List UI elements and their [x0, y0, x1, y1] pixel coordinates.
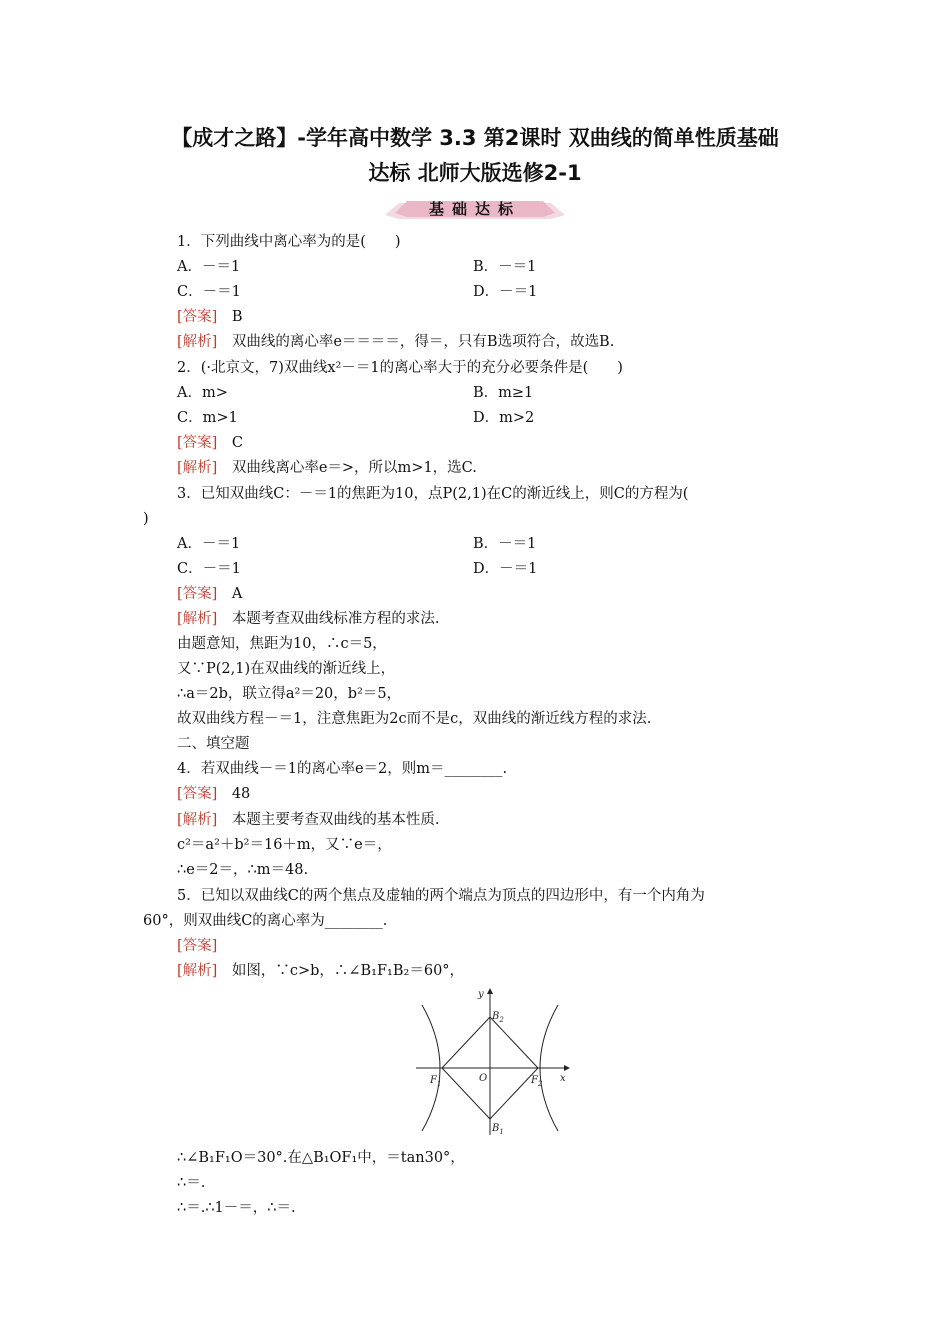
label-f2 — [530, 1075, 543, 1088]
label-f1-sub: 1 — [436, 1080, 442, 1088]
label-f2-sub: 2 — [537, 1080, 543, 1088]
q2-stem: 2．(·北京文，7)双曲线x²－＝1的离心率大于的充分必要条件是( ) — [177, 360, 623, 376]
section-banner-title: 基础达标 — [428, 200, 521, 218]
q5-solution-line: ∴∠B₁F₁O＝30°.在△B₁OF₁中，＝tan30°， — [177, 1150, 465, 1166]
q3-option-b: B．－＝1 — [473, 536, 537, 552]
page-title-line1: 【成才之路】-学年高中数学 3.3 第2课时 双曲线的简单性质基础 — [171, 126, 779, 150]
q5-solution-line: ∴＝. — [177, 1175, 206, 1191]
label-b2-main: B — [492, 1011, 500, 1022]
label-b1-sub: 1 — [499, 1128, 504, 1136]
q4-answer: 48 — [217, 786, 251, 802]
q2-option-b: B．m≥1 — [473, 385, 534, 401]
answer-tag: [答案] — [177, 938, 218, 954]
q3-answer: A — [217, 586, 243, 602]
q2-option-a: A．m> — [177, 385, 228, 401]
q2-option-c: C．m>1 — [177, 410, 238, 426]
answer-tag: [答案] — [177, 309, 218, 325]
answer-tag: [答案] — [177, 786, 218, 802]
q3-option-d: D．－＝1 — [473, 561, 538, 577]
q1-stem: 1．下列曲线中离心率为的是( ) — [177, 234, 401, 250]
label-x: x — [560, 1073, 566, 1084]
q3-option-a: A．－＝1 — [177, 536, 241, 552]
label-b2 — [491, 1011, 504, 1024]
q3-analysis-row — [177, 609, 439, 629]
q4-analysis-row — [177, 810, 439, 830]
section-heading-fill-blank: 二、填空题 — [177, 736, 250, 752]
q1-option-a: A．－＝1 — [177, 259, 241, 275]
label-b1-main: B — [492, 1123, 500, 1134]
q2-answer-row — [177, 433, 243, 453]
q4-solution-line: c²＝a²＋b²＝16＋m，又∵e＝， — [177, 837, 392, 853]
analysis-tag: [解析] — [177, 334, 218, 350]
page-title-line2: 达标 北师大版选修2-1 — [368, 161, 582, 185]
q3-analysis: 本题考查双曲线标准方程的求法. — [217, 611, 440, 627]
q4-stem: 4．若双曲线－＝1的离心率e＝2，则m＝________. — [177, 761, 508, 777]
label-y: y — [478, 989, 484, 1000]
label-b1 — [491, 1123, 504, 1136]
q1-option-d: D．－＝1 — [473, 284, 538, 300]
label-origin: O — [479, 1073, 488, 1084]
y-axis-arrow — [487, 988, 493, 994]
q2-answer: C — [217, 435, 243, 451]
answer-tag: [答案] — [177, 435, 218, 451]
hyperbola-diagram — [412, 985, 572, 1137]
q4-answer-row — [177, 784, 250, 804]
q1-option-b: B．－＝1 — [473, 259, 537, 275]
q5-analysis: 如图，∵c>b，∴∠B₁F₁B₂＝60°， — [217, 963, 465, 979]
q2-option-d: D．m>2 — [473, 410, 535, 426]
q3-solution-line: 由题意知，焦距为10，∴c＝5， — [177, 636, 387, 652]
q2-analysis: 双曲线离心率e＝>，所以m>1，选C. — [217, 460, 477, 476]
q5-solution-line: ∴＝.∴1－＝，∴＝. — [177, 1200, 296, 1216]
q1-answer-row — [177, 307, 242, 327]
q5-answer-row — [177, 936, 217, 956]
q3-answer-row — [177, 584, 242, 604]
q4-analysis: 本题主要考查双曲线的基本性质. — [217, 812, 440, 828]
q3-solution-line: 故双曲线方程－＝1，注意焦距为2c而不是c，双曲线的渐近线方程的求法. — [177, 711, 652, 727]
analysis-tag: [解析] — [177, 812, 218, 828]
q5-stem: 5．已知以双曲线C的两个焦点及虚轴的两个端点为顶点的四边形中，有一个内角为 — [177, 888, 705, 904]
label-f2-main: F — [531, 1075, 538, 1086]
q2-analysis-row — [177, 458, 477, 478]
q3-solution-line: 又∵P(2,1)在双曲线的渐近线上， — [177, 661, 396, 677]
q1-analysis-row — [177, 332, 614, 352]
q5-analysis-row — [177, 961, 464, 981]
x-axis-arrow — [564, 1065, 570, 1071]
analysis-tag: [解析] — [177, 460, 218, 476]
q1-analysis: 双曲线的离心率e＝＝＝＝，得＝，只有B选项符合，故选B. — [217, 334, 615, 350]
answer-tag: [答案] — [177, 586, 218, 602]
q3-stem: 3．已知双曲线C：－＝1的焦距为10，点P(2,1)在C的渐近线上，则C的方程为( — [177, 486, 689, 502]
label-f1-main: F — [430, 1075, 437, 1086]
q3-stem-cont: ) — [143, 511, 149, 527]
q1-option-c: C．－＝1 — [177, 284, 241, 300]
q5-stem-cont: 60°，则双曲线C的离心率为________. — [143, 913, 388, 929]
analysis-tag: [解析] — [177, 611, 218, 627]
q3-solution-line: ∴a＝2b，联立得a²＝20，b²＝5， — [177, 686, 402, 702]
label-b2-sub: 2 — [499, 1016, 504, 1024]
analysis-tag: [解析] — [177, 963, 218, 979]
q3-option-c: C．－＝1 — [177, 561, 241, 577]
q4-solution-line: ∴e＝2＝，∴m＝48. — [177, 862, 309, 878]
q1-answer: B — [217, 309, 243, 325]
